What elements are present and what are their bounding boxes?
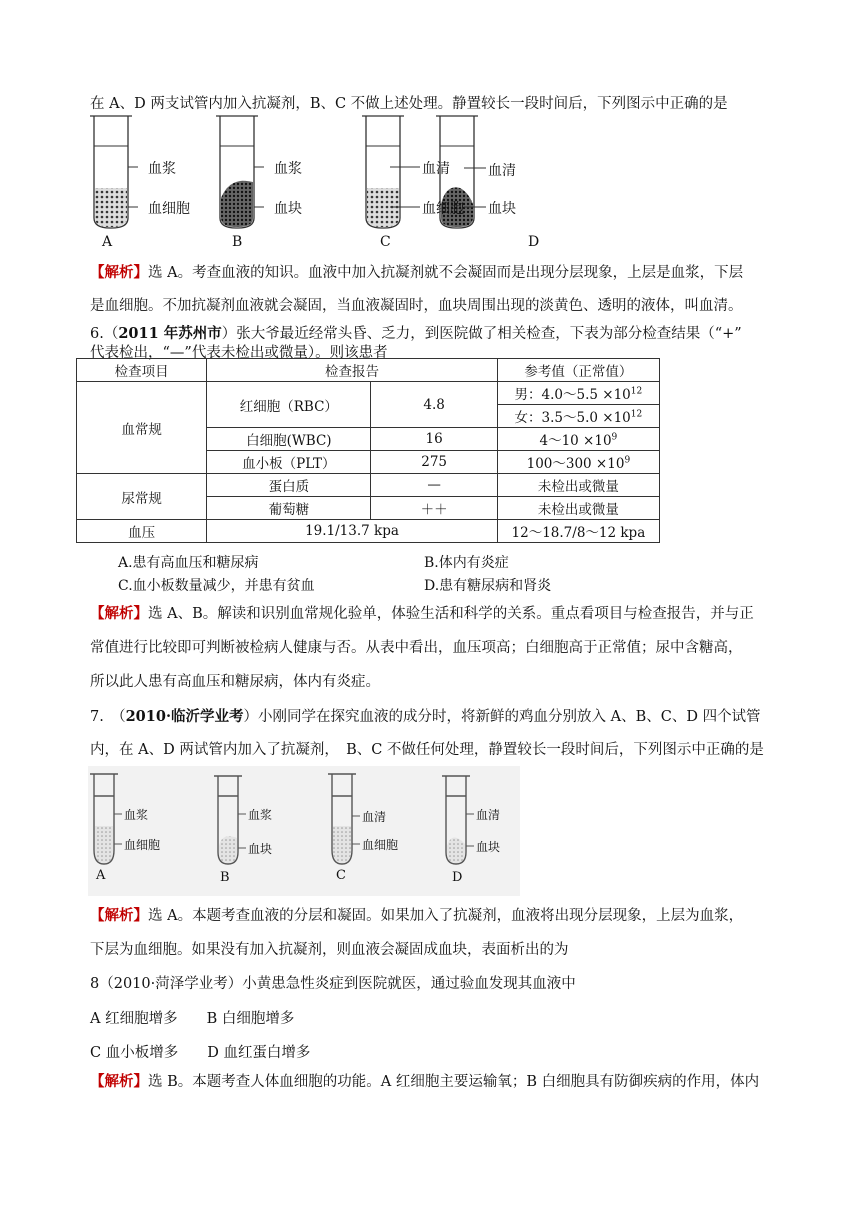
q7-tube-b-lower-label: 血块 xyxy=(248,842,273,856)
q5-tube-d-figure xyxy=(430,110,500,252)
plt-label: 血小板（PLT） xyxy=(207,451,371,474)
plt-ref: 100～300 $\times 10^9$ xyxy=(497,451,659,474)
protein-value: — xyxy=(371,474,497,497)
q6-option-b: B.体内有炎症 xyxy=(424,555,509,571)
q5-tube-d-letter: D xyxy=(528,234,540,250)
q7-tube-d-upper-label: 血清 xyxy=(476,808,501,822)
q7-tube-b-letter: B xyxy=(220,870,230,885)
q7-tube-a-lower-label: 血细胞 xyxy=(124,838,161,852)
rbc-label: 红细胞（RBC） xyxy=(207,382,371,428)
q5-analysis-line-1 xyxy=(90,261,743,282)
q5-tube-a-letter: A xyxy=(102,234,113,250)
q5-tube-a xyxy=(90,116,138,228)
q6-analysis-line-3: 所以此人患有高血压和糖尿病，体内有炎症。 xyxy=(90,674,380,690)
q6-stem-text: ）张大爷最近经常头昏、乏力，到医院做了相关检查，下表为部分检查结果（“+” xyxy=(221,326,742,342)
q6-analysis-line-1 xyxy=(90,602,754,623)
q7-tube-a-letter: A xyxy=(96,868,106,883)
glucose-label: 葡萄糖 xyxy=(207,497,371,520)
q7-tube-c-lower-label: 血细胞 xyxy=(362,838,399,852)
q8-options-row-1: A 红细胞增多 B 白细胞增多 xyxy=(90,1011,295,1027)
q6-stem-line-1 xyxy=(90,322,742,343)
glucose-value: ＋＋ xyxy=(371,497,497,520)
q6-option-c: C.血小板数量减少，并患有贫血 xyxy=(118,578,315,594)
wbc-label: 白细胞(WBC) xyxy=(207,428,371,451)
wbc-value: 16 xyxy=(371,428,497,451)
header-reference: 参考值（正常值） xyxy=(497,359,659,382)
q8-options-row-2: C 血小板增多 D 血红蛋白增多 xyxy=(90,1045,311,1061)
q7-stem-text: ）小刚同学在探究血液的成分时，将新鲜的鸡血分别放入 A、B、C、D 四个试管 xyxy=(243,709,761,725)
q5-tube-d-upper-label: 血清 xyxy=(488,163,516,179)
q7-analysis-line-1 xyxy=(90,904,743,925)
header-report: 检查报告 xyxy=(207,359,498,382)
protein-label: 蛋白质 xyxy=(207,474,371,497)
rbc-ref-male: 男：4.0～5.5 $\times 10^{12}$ xyxy=(497,382,659,405)
bp-value: 19.1/13.7 kpa xyxy=(207,520,498,543)
q5-tube-b-letter: B xyxy=(232,234,243,250)
table-row xyxy=(77,520,660,543)
q7-tube-c-upper-label: 血清 xyxy=(362,810,387,824)
q7-source: 2010·临沂学业考 xyxy=(125,708,244,725)
q6-option-d: D.患有糖尿病和肾炎 xyxy=(424,578,552,594)
bp-ref: 12～18.7/8～12 kpa xyxy=(497,520,659,543)
q5-tube-a-upper-label: 血浆 xyxy=(148,161,176,177)
q5-analysis-line-2: 是血细胞。不加抗凝剂血液就会凝固，当血液凝固时，血块周围出现的淡黄色、透明的液体，叫血清。 xyxy=(90,298,743,314)
analysis-tag: 【解析】 xyxy=(90,605,148,622)
q5-tube-c-upper-label: 血清 xyxy=(422,161,450,177)
q7-analysis-line-2: 下层为血细胞。如果没有加入抗凝剂，则血液会凝固成血块，表面析出的为 xyxy=(90,942,569,958)
q7-tube-d-lower-label: 血块 xyxy=(476,840,501,854)
q5-stem: 在 A、D 两支试管内加入抗凝剂，B、C 不做上述处理。静置较长一段时间后，下列图示中正确的是 xyxy=(90,96,728,112)
group-blood-routine: 血常规 xyxy=(77,382,207,474)
q6-analysis-line-2: 常值进行比较即可判断被检病人健康与否。从表中看出，血压项高；白细胞高于正常值；尿中含糖高， xyxy=(90,640,743,656)
q6-option-a: A.患有高血压和糖尿病 xyxy=(118,555,259,571)
plt-value: 275 xyxy=(371,451,497,474)
q5-tube-b xyxy=(216,116,264,228)
protein-ref: 未检出或微量 xyxy=(497,474,659,497)
q7-tube-c-letter: C xyxy=(336,868,346,883)
table-row xyxy=(77,382,660,405)
analysis-text: 选 A。考查血液的知识。血液中加入抗凝剂就不会凝固而是出现分层现象，上层是血浆，下层 xyxy=(148,265,744,281)
analysis-tag: 【解析】 xyxy=(90,264,148,281)
q5-tube-b-upper-label: 血浆 xyxy=(274,161,302,177)
blood-test-table xyxy=(76,358,660,543)
q7-tube-d-letter: D xyxy=(452,870,463,885)
q6-number: 6.（ xyxy=(90,326,119,342)
table-row xyxy=(77,474,660,497)
analysis-text: 选 A。本题考查血液的分层和凝固。如果加入了抗凝剂，血液将出现分层现象，上层为血浆， xyxy=(148,908,744,924)
q7-tube-a-upper-label: 血浆 xyxy=(124,808,149,822)
wbc-ref: 4～10 $\times 10^9$ xyxy=(497,428,659,451)
q8-analysis-line-1 xyxy=(90,1070,759,1091)
q6-source: 2011 年苏州市 xyxy=(118,325,222,342)
q7-number: 7. （ xyxy=(90,709,126,725)
q5-tube-d-lower-label: 血块 xyxy=(488,201,516,217)
analysis-text: 选 B。本题考查人体血细胞的功能。A 红细胞主要运输氧；B 白细胞具有防御疾病的作用，体内 xyxy=(148,1074,760,1090)
q8-stem: 8（2010·菏泽学业考）小黄患急性炎症到医院就医，通过验血发现其血液中 xyxy=(90,976,576,992)
q5-tube-c xyxy=(362,116,420,228)
q5-tube-c-letter: C xyxy=(380,234,391,250)
analysis-text: 选 A、B。解读和识别血常规化验单，体验生活和科学的关系。重点看项目与检查报告，并与正 xyxy=(148,606,754,622)
q7-tube-b-upper-label: 血浆 xyxy=(248,808,273,822)
q5-tube-c-lower-label: 血细胞 xyxy=(422,201,464,217)
rbc-value: 4.8 xyxy=(371,382,497,428)
q5-tube-b-lower-label: 血块 xyxy=(274,201,302,217)
analysis-tag: 【解析】 xyxy=(90,907,148,924)
q7-stem-line-1 xyxy=(90,705,761,726)
table-header-row xyxy=(77,359,660,382)
q5-tube-a-lower-label: 血细胞 xyxy=(148,201,190,217)
q6-stem-line-2: 代表检出，“—”代表未检出或微量）。则该患者 xyxy=(90,345,388,361)
group-urine-routine: 尿常规 xyxy=(77,474,207,520)
analysis-tag: 【解析】 xyxy=(90,1073,148,1090)
rbc-ref-female: 女：3.5～5.0 $\times 10^{12}$ xyxy=(497,405,659,428)
header-item: 检查项目 xyxy=(77,359,207,382)
bp-label: 血压 xyxy=(77,520,207,543)
glucose-ref: 未检出或微量 xyxy=(497,497,659,520)
q7-stem-line-2: 内，在 A、D 两试管内加入了抗凝剂， B、C 不做任何处理，静置较长一段时间后，下列图示中正确的是 xyxy=(90,742,764,758)
